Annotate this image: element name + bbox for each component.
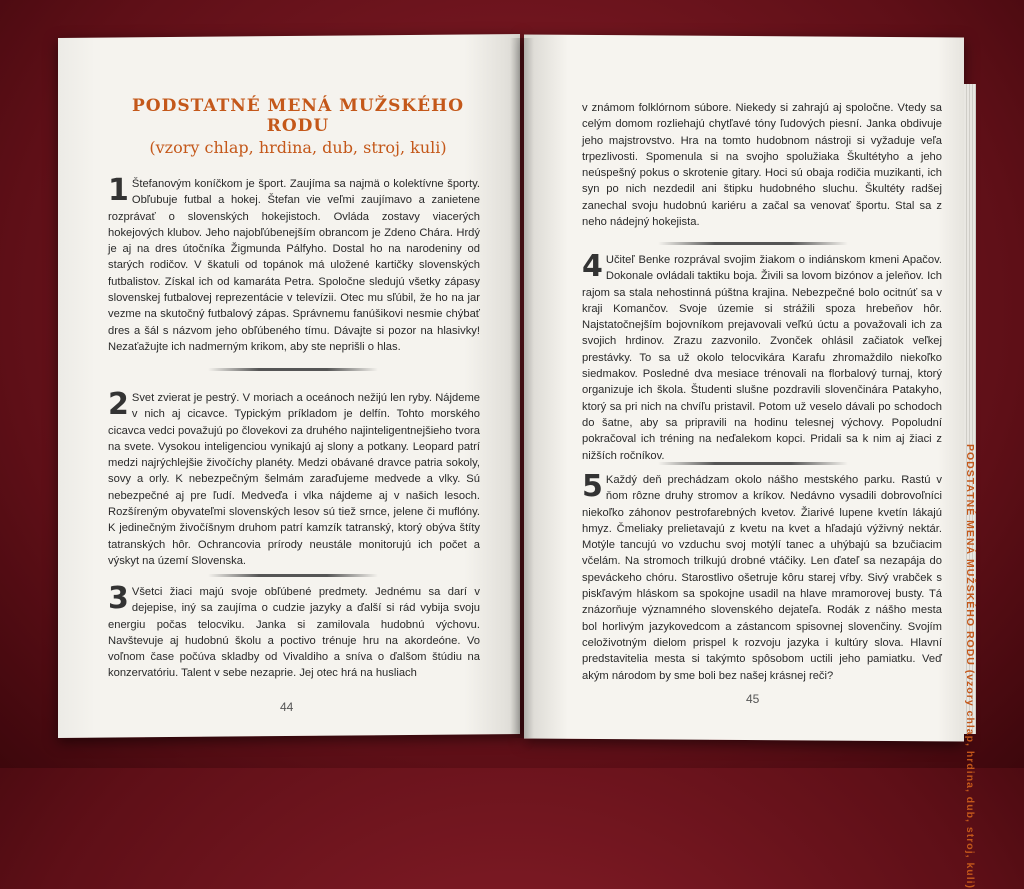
paragraph-text: Svet zvierat je pestrý. V moriach a oceánoch nežijú len ryby. Nájdeme v nich aj cicavce. Typickým príkladom je delfín. Tohto morského cicavca vedci považujú po človekovi za druhého najinteligentnejšieho tvora na svete. Vysokou inteligenciou vynikajú aj slony a potkany. Leopard patrí medzi najrýchlejšie živočíchy planéty. Medzi obávané dravce patria sokoly, sovy a orly. K nebezpečným šelmám zaraďujeme medvede a vlky. Sú nebezpečné aj pre ľudí. Medveďa i vlka nájdeme aj v našich lesoch. Rozšíreným obyvateľmi slovenských lesov sú tiež srnce, jelene či muflóny. K jedinečným živočíšnym druhom patrí kamzík tatranský, ktorý obýva štíty tatranských hôr. Ochrancovia prírody neustále monitorujú ich počet a výskyt na území Slovenska. <box>108 392 480 567</box>
paragraph-text: Každý deň prechádzam okolo nášho mestského parku. Rastú v ňom rôzne druhy stromov a kríkov. Nedávno vysadili dobrovoľníci niekoľko záhonov pestrofarebných kvetov. Žiarivé lupene kvetín lákajú hmyz. Čmeliaky prelietavajú z kvetu na kvet a hľadajú výživný nektár. Motýle tancujú vo vzduchu svoj motýlí tanec a uhýbajú sa bzučiacim včelám. Na stromoch trilkujú drobné vtáčiky. Len ďateľ sa nezapája do speváckeho chóru. Starostlivo ošetruje kôru starej vŕby. Sivý vrabček s piskľavým hláskom sa spokojne usadil na hlave mramorovej busty. Tá znázorňuje významného slovenského dejateľa. Rodák z nášho mesta bol horlivým jazykovedcom a zástancom spisovnej slovenčiny. Svojím celoživotným dielom prispel k rozvoju jazyka i kultúry slova. Hlavní predstavitelia mesta si takýmto spôsobom uctili jeho pamiatku. Veď akým národom by sme boli bez našej krásnej reči? <box>582 474 942 682</box>
paragraph-text: Štefanovým koníčkom je šport. Zaujíma sa najmä o kolektívne športy. Obľubuje futbal a hokej. Štefan vie veľmi zaujímavo a zanietene rozprávať o slovenských hokejistoch. Ovláda zostavy viacerých hokejových klubov. Jeho najobľúbenejším obrancom je Zdeno Chára. Hrdý je aj na dres útočníka Žigmunda Pálfyho. Dostal ho na narodeniny od starých rodičov. V škatuli od topánok má uložené kartičky slovenských futbalistov. Získal ich od kamaráta Petra. Spoločne sledujú všetky zápasy slovenskej futbalovej reprezentácie v televízii. Otec mu sľúbil, že ho na jar vezme na skutočný futbalový zápas. Správnemu fanúšikovi nesmie chýbať dres a šál s názvom jeho obľúbeného tímu. Dávajte si pozor na hlasivky! Nezaťažujte ich nadmerným krikom, aby ste neprišli o hlas. <box>108 178 480 353</box>
paragraph-text: Učiteľ Benke rozprával svojim žiakom o indiánskom kmeni Apačov. Dokonale ovládali taktiku boja. Živili sa lovom bizónov a jeleňov. Ich rajom sa stala nehostinná púštna krajina. Nebezpečné bolo ocitnúť sa v kraji Komančov. Svoje územie si strážili spoza hrebeňov hôr. Najstatočnejším bojovníkom prejavovali veľkú úctu a považovali ich za svojich hrdinov. Zrazu zazvonilo. Zvonček ohlásil začiatok veľkej prestávky. To sa už okolo telocvikára Karafu zhromaždilo niekoľko siedmakov. Posledné dva mesiace trénovali na florbalový turnaj, ktorý organizuje ich škola. Študenti slušne pozdravili slovenčinára Patakyho, ktorý sa pri nich na chvíľu pristavil. Potom už veselo dávali po schodoch do šatne, aby sa pripravili na hodinu telesnej výchovy. Popoludní pokračoval ich tréning na neďalekom kopci. Pridali sa k nim aj žiaci z nižších ročníkov. <box>582 254 942 462</box>
paragraph-number: 5 <box>582 469 603 504</box>
paragraph-number: 2 <box>108 387 129 422</box>
paragraph-4 <box>582 249 942 464</box>
paragraph-text: v známom folklórnom súbore. Niekedy si zahrajú aj spoločne. Vtedy sa celým domom rozliehajú chytľavé tóny ľudových piesní. Janka obdivuje jeho majstrovstvo. Hra na tomto hudobnom nástroji si vyžaduje veľa trpezlivosti. Spomenula si na svojho spolužiaka Škultétyho a jeho neúspešný pokus o skrotenie gitary. Hoci sú obaja rodičia muzikanti, ich syn po nich nezdedil ani štipku hudobného sluchu. Škultéty radšej zanechal svoju hudobnú kariéru a začal sa venovať športu. Stal sa z neho nádejný hokejista. <box>582 102 942 229</box>
side-title: PODSTATNÉ MENÁ MUŽSKÉHO RODU (vzory chlap, hrdina, dub, stroj, kuli) <box>964 444 976 889</box>
separator <box>658 462 848 465</box>
paragraph-number: 3 <box>108 581 129 616</box>
separator <box>208 574 378 577</box>
separator <box>208 368 378 371</box>
page-number-right: 45 <box>746 692 760 706</box>
paragraph-text: Všetci žiaci majú svoje obľúbené predmety. Jednému sa darí v dejepise, iný sa zaujíma o cudzie jazyky a ďalší si rád vybija svoju energiu počas telocviku. Janka si zamilovala hudobnú výchovu. Navštevuje aj hudobnú školu a poctivo trénuje hru na akordeóne. Vo voľnom čase počúva skladby od Vivaldiho a sníva o ďalšom štúdiu na konzervatóriu. Talent v sebe nezaprie. Jej otec hrá na husliach <box>108 586 480 680</box>
separator <box>658 242 848 245</box>
page-title <box>98 96 498 157</box>
title-line-2: (vzory chlap, hrdina, dub, stroj, kuli) <box>149 138 447 157</box>
title-line-1: PODSTATNÉ MENÁ MUŽSKÉHO RODU <box>131 96 464 136</box>
book-gutter <box>510 38 534 738</box>
paragraph-5 <box>582 469 942 684</box>
paragraph-continued <box>582 100 942 230</box>
paragraph-1 <box>108 173 480 355</box>
paragraph-number: 4 <box>582 249 603 284</box>
paragraph-2 <box>108 387 480 569</box>
open-book <box>58 24 976 889</box>
page-number-left: 44 <box>280 700 294 714</box>
paragraph-3 <box>108 581 480 682</box>
paragraph-number: 1 <box>108 173 129 208</box>
